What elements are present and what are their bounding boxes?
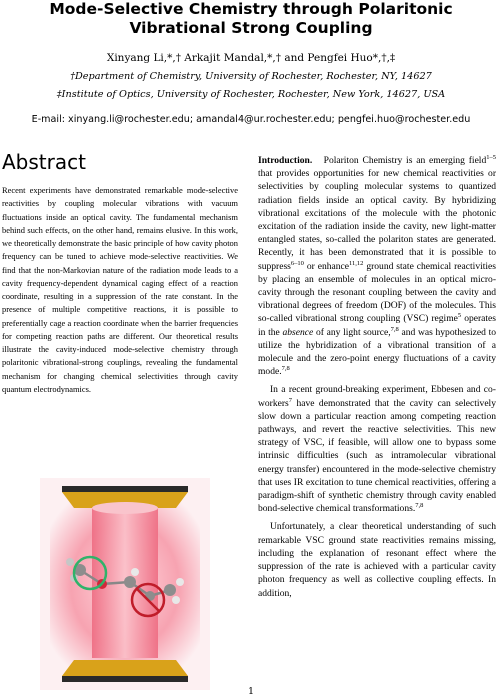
text-run: of any light source, [313,326,391,338]
text-run: and was hypothesized to utilize the hybridization of a vibrational transition of a molecule and the zero-point energy fluctuations of a cavity mode. [258,326,496,378]
bottom-mirror-backing [62,676,188,682]
intro-heading: Introduction. [258,155,313,166]
citation: 7,8 [281,365,290,373]
abstract-text: Recent experiments have demonstrated remarkable mode-selective reactivities by coupling molecular vibrations with vacuum fluctuations inside an optical cavity. The fundamental mechanism behind such effects, on the other hand, remains elusive. In this work, we theoretically demonstrate the basic principle of how cavity photon frequency can be tuned to achieve mode-selective reactivities. We find that the non-Markovian nature of the radiation mode leads to a cavity frequency-dependent dynamical caging effect of a reaction coordinate, resulting in a suppression of the rate constant. In the presence of multiple competitive reactions, it is possible to preferentially cage a reaction coordinate when the barrier frequencies for competing reaction paths are different. Our theoretical results illustrate the cavity-induced mode-selective chemistry through polaritonic vibrational-strong couplings, revealing the fundamental mechanism for changing chemical selectivities through cavity quantum electrodynamics. [2,185,238,394]
citation: 7,8 [415,502,424,510]
citation: 6–10 [290,259,304,267]
author-list: Xinyang Li,*,† Arkajit Mandal,*,† and Pengfei Huo*,†,‡ [106,52,396,64]
intro-paragraph-3: Unfortunately, a clear theoretical understanding of such remarkable VSC ground state reactivities remains missing, including the explanation of resonant effect where the suppression of the rate is achieved with a particular cavity photon frequency as well as collective coupling effects. In addition, [258,521,496,599]
bottom-mirror [62,660,188,676]
emphasis: absence [282,326,314,338]
affiliation-1: †Department of Chemistry, University of Rochester, Rochester, NY, 14627 [70,71,432,82]
email-line: E-mail: xinyang.li@rochester.edu; amandal4@ur.rochester.edu; pengfei.huo@rochester.edu [31,114,471,125]
text-run: have demonstrated that the cavity can selectively slow down a particular reaction among competing reaction pathways, and revert the reactive selectivities. This new strategy of VSC, if feasible, will allow one to bypass some intrinsic difficulties (such as intramolecular vibrational energy transfer) encountered in the mode-selective chemistry that uses IR excitation to tune chemical reactivities, offering a paradigm-shift of synthetic chemistry through cavity enabled bond-selective chemical transformations. [258,397,496,515]
citation: 1–5 [486,153,496,161]
citation: 5 [457,312,462,320]
intro-column [258,154,496,600]
citation: 7 [288,396,293,404]
text-run: In a recent ground-breaking experiment, Ebbesen and co-workers [258,384,496,409]
abstract-heading: Abstract [2,150,86,174]
text-run: Polariton Chemistry is an emerging field [323,155,487,166]
top-mirror-backing [62,486,188,492]
text-run: or enhance [303,260,349,272]
text-run: that provides opportunities for new chemical reactivities or selectivities by coupling molecular systems to quantized radiation fields inside an optical cavity. By hybridizing vibrational excitations of the molecule with the photonic excitation of the radiation inside the cavity, new light-matter entangled states, so-called the polariton states are generated. Recently, it has been demonstrated that it is possible to suppress [258,168,496,272]
page-number: 1 [247,686,255,697]
intro-paragraph-1 [258,154,496,378]
text-run: ground state chemical reactivities by placing an ensemble of molecules in an optical micro-cavity through the resonant coupling between the cavity and vibrational degrees of freedom (DOF) of the molecules. This so-called vibrational strong coupling (VSC) regime [258,260,497,325]
toc-figure [40,478,210,690]
paper-title: Mode-Selective Chemistry through Polaritonic Vibrational Strong Coupling [49,0,453,37]
citation: 7,8 [390,325,399,333]
affiliation-2: ‡Institute of Optics, University of Rochester, Rochester, New York, 14627, USA [56,89,446,100]
citation: 11,12 [349,259,364,267]
intro-paragraph-2 [258,383,496,515]
cavity-top-ellipse [92,502,158,514]
text-run: operates in the [258,313,496,338]
